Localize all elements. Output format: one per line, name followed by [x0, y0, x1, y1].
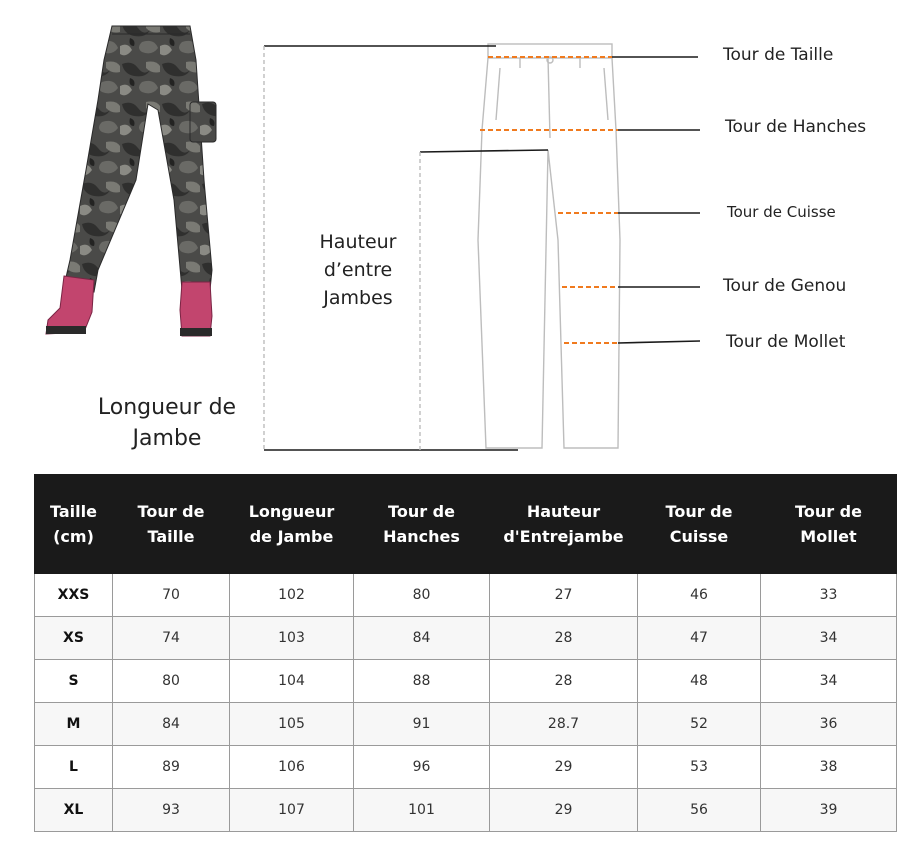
column-header-size: [35, 475, 113, 574]
label-inseam-line3: Jambes: [323, 287, 393, 309]
table-row: [35, 746, 897, 789]
table-cell: 96: [354, 746, 490, 789]
column-header-line1: Tour de: [388, 502, 455, 521]
column-header-line1: Taille: [50, 502, 97, 521]
table-cell: 28: [490, 660, 638, 703]
table-cell: 104: [230, 660, 354, 703]
table-cell: 105: [230, 703, 354, 746]
label-waist: Tour de Taille: [723, 45, 834, 65]
size-cell: XXS: [35, 574, 113, 617]
table-cell: 28: [490, 617, 638, 660]
column-header-waist: [113, 475, 230, 574]
table-cell: 27: [490, 574, 638, 617]
table-cell: 101: [354, 789, 490, 832]
table-cell: 74: [113, 617, 230, 660]
size-cell: XS: [35, 617, 113, 660]
table-cell: 36: [761, 703, 897, 746]
label-inseam-line1: Hauteur: [319, 231, 397, 253]
table-cell: 56: [638, 789, 761, 832]
table-cell: 47: [638, 617, 761, 660]
label-inseam: [296, 228, 420, 312]
table-cell: 33: [761, 574, 897, 617]
table-cell: 48: [638, 660, 761, 703]
table-cell: 29: [490, 746, 638, 789]
size-cell: XL: [35, 789, 113, 832]
column-header-hips: [354, 475, 490, 574]
label-thigh: Tour de Cuisse: [727, 203, 836, 221]
label-knee: Tour de Genou: [723, 276, 847, 296]
table-cell: 91: [354, 703, 490, 746]
table-cell: 53: [638, 746, 761, 789]
table-cell: 46: [638, 574, 761, 617]
column-header-line2: (cm): [53, 527, 94, 546]
table-cell: 39: [761, 789, 897, 832]
table-cell: 80: [354, 574, 490, 617]
column-header-line2: d'Entrejambe: [503, 527, 624, 546]
table-cell: 103: [230, 617, 354, 660]
column-header-line2: Hanches: [383, 527, 460, 546]
table-row: [35, 617, 897, 660]
column-header-line2: de Jambe: [249, 527, 334, 546]
column-header-line1: Longueur: [248, 502, 335, 521]
table-header-row: [35, 475, 897, 574]
label-leg-length-line2: Jambe: [132, 426, 202, 451]
table-row: [35, 660, 897, 703]
table-cell: 102: [230, 574, 354, 617]
table-row: [35, 574, 897, 617]
table-cell: 84: [354, 617, 490, 660]
label-leg-length: [82, 392, 252, 454]
size-chart-table: [34, 474, 897, 832]
table-cell: 84: [113, 703, 230, 746]
column-header-line2: Taille: [147, 527, 195, 546]
column-header-line1: Tour de: [665, 502, 733, 521]
label-calf: Tour de Mollet: [726, 332, 846, 352]
column-header-line2: Cuisse: [669, 527, 729, 546]
column-header-inseam: [490, 475, 638, 574]
table-cell: 38: [761, 746, 897, 789]
table-row: [35, 703, 897, 746]
label-leg-length-line1: Longueur de: [97, 395, 237, 420]
size-cell: M: [35, 703, 113, 746]
table-cell: 29: [490, 789, 638, 832]
column-header-line1: Hauteur: [526, 502, 601, 521]
table-cell: 88: [354, 660, 490, 703]
size-cell: S: [35, 660, 113, 703]
column-header-line1: Tour de: [795, 502, 862, 521]
table-cell: 52: [638, 703, 761, 746]
table-cell: 28.7: [490, 703, 638, 746]
table-cell: 80: [113, 660, 230, 703]
column-header-line1: Tour de: [137, 502, 205, 521]
column-header-thigh: [638, 475, 761, 574]
table-cell: 34: [761, 617, 897, 660]
table-row: [35, 789, 897, 832]
table-cell: 106: [230, 746, 354, 789]
table-cell: 34: [761, 660, 897, 703]
column-header-calf: [761, 475, 897, 574]
label-hips: Tour de Hanches: [725, 117, 867, 137]
column-header-line2: Mollet: [800, 527, 857, 546]
table-cell: 93: [113, 789, 230, 832]
table-cell: 107: [230, 789, 354, 832]
column-header-leg-length: [230, 475, 354, 574]
label-inseam-line2: d’entre: [323, 259, 393, 281]
table-cell: 70: [113, 574, 230, 617]
table-cell: 89: [113, 746, 230, 789]
size-cell: L: [35, 746, 113, 789]
